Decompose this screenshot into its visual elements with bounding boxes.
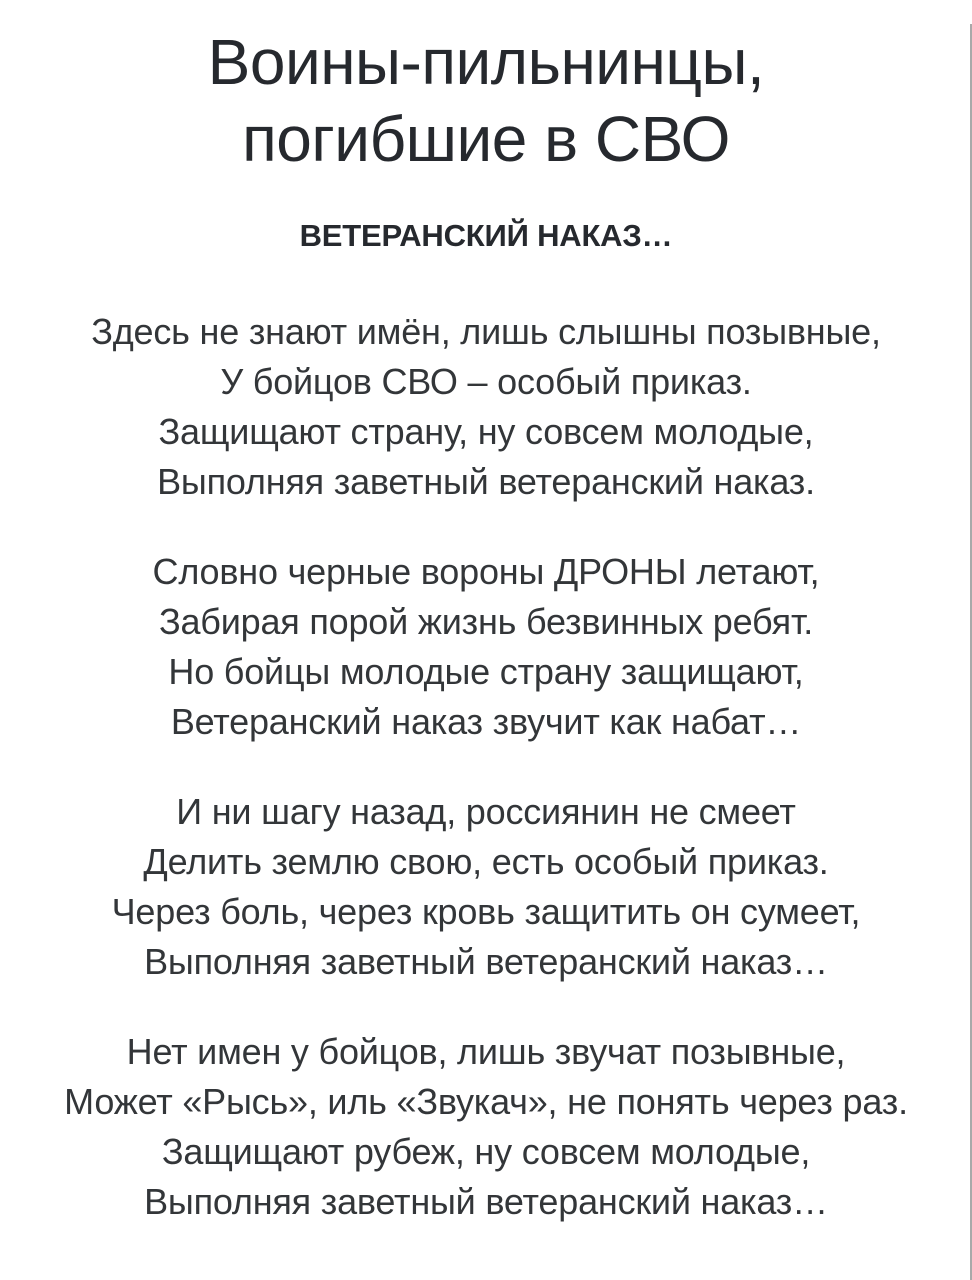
page-title-line-1: Воины-пильнинцы,: [207, 26, 765, 98]
poem-line: Защищают страну, ну совсем молодые,: [158, 411, 814, 452]
stanza-4: [0, 1027, 972, 1227]
stanza-3: [0, 787, 972, 987]
poem-line: Нет имен у бойцов, лишь звучат позывные,: [126, 1031, 846, 1072]
stanza-1: [0, 307, 972, 507]
page-title: [0, 24, 972, 178]
poem-line: Выполняя заветный ветеранский наказ.: [157, 461, 815, 502]
poem-line: И ни шагу назад, россиянин не смеет: [176, 791, 796, 832]
poem-line: Защищают рубеж, ну совсем молодые,: [161, 1131, 811, 1172]
poem-line: Здесь не знают имён, лишь слышны позывные,: [91, 311, 881, 352]
poem-page: [0, 24, 972, 1280]
poem-line: Но бойцы молодые страну защищают,: [168, 651, 804, 692]
page-title-line-2: погибшие в СВО: [242, 103, 730, 175]
poem-line: Ветеранский наказ звучит как набат…: [170, 701, 802, 742]
poem-line: Через боль, через кровь защитить он сумеет,: [111, 891, 861, 932]
poem-line: Словно черные вороны ДРОНЫ летают,: [152, 551, 820, 592]
poem-subtitle: ВЕТЕРАНСКИЙ НАКАЗ…: [299, 218, 673, 253]
stanza-2: [0, 547, 972, 747]
poem-line: Выполняя заветный ветеранский наказ…: [144, 1181, 828, 1222]
poem-line: Делить землю свою, есть особый приказ.: [143, 841, 829, 882]
poem-line: Выполняя заветный ветеранский наказ…: [144, 941, 828, 982]
poem-line: У бойцов СВО – особый приказ.: [220, 361, 752, 402]
poem-line: Может «Рысь», иль «Звукач», не понять через раз.: [64, 1081, 908, 1122]
poem-line: Забирая порой жизнь безвинных ребят.: [158, 601, 814, 642]
